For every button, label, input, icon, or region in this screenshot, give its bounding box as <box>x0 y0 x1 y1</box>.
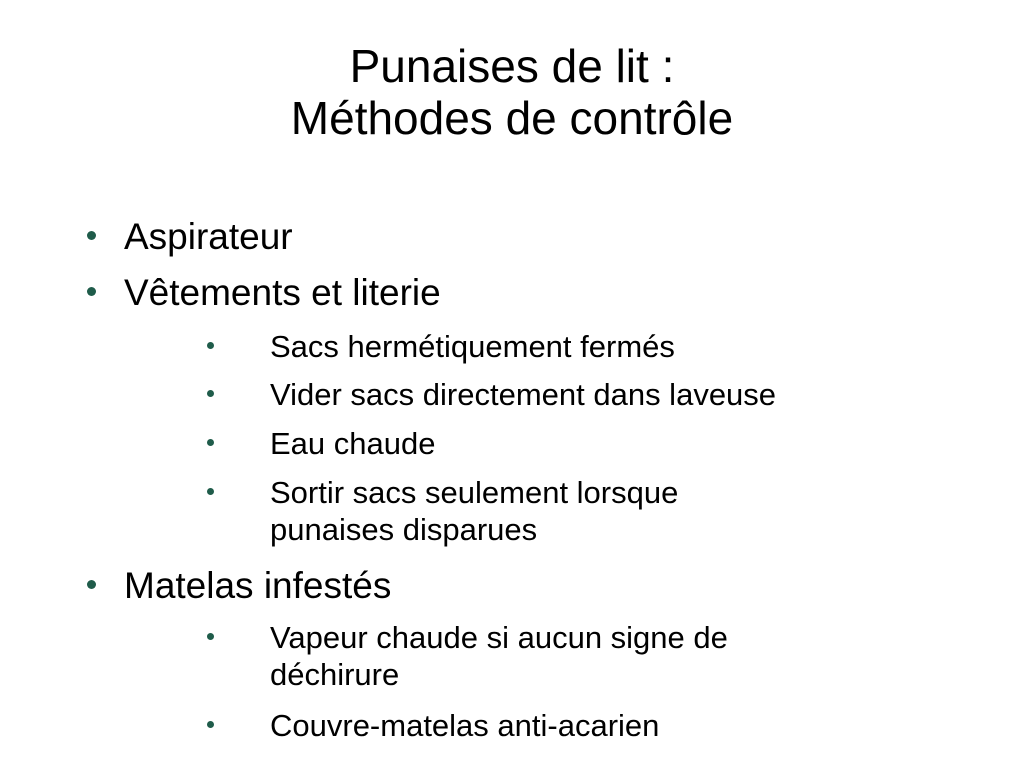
sub-bullet-couvre <box>270 707 659 744</box>
title-line-1: Punaises de lit : <box>349 40 675 92</box>
bullet-aspirateur-text: Aspirateur <box>124 216 293 257</box>
bullet-dot-icon <box>87 580 96 589</box>
sub-bullet-vapeur-line-1: Vapeur chaude si aucun signe de <box>270 620 728 655</box>
bullet-matelas <box>124 565 391 607</box>
sub-bullet-sortir-line-1: Sortir sacs seulement lorsque <box>270 475 679 510</box>
bullet-vetements <box>124 272 441 314</box>
sub-bullet-vider-text: Vider sacs directement dans laveuse <box>270 377 777 412</box>
bullet-dot-icon <box>87 287 96 296</box>
sub-bullet-dot-icon <box>207 633 214 640</box>
sub-bullet-dot-icon <box>207 488 214 495</box>
sub-bullet-dot-icon <box>207 342 214 349</box>
title-line-2: Méthodes de contrôle <box>290 92 734 144</box>
sub-bullet-dot-icon <box>207 390 214 397</box>
sub-bullet-dot-icon <box>207 439 214 446</box>
sub-bullet-sortir-line-2: punaises disparues <box>270 512 538 547</box>
sub-bullet-vapeur <box>270 619 728 693</box>
sub-bullet-sortir <box>270 474 678 548</box>
sub-bullet-eau-text: Eau chaude <box>270 426 436 461</box>
sub-bullet-sacs <box>270 328 675 365</box>
bullet-vetements-text: Vêtements et literie <box>124 272 441 313</box>
sub-bullet-dot-icon <box>207 721 214 728</box>
sub-bullet-vapeur-line-2: déchirure <box>270 657 400 692</box>
sub-bullet-eau <box>270 425 435 462</box>
sub-bullet-vider <box>270 376 776 413</box>
bullet-matelas-text: Matelas infestés <box>124 565 392 606</box>
bullet-dot-icon <box>87 231 96 240</box>
sub-bullet-sacs-text: Sacs hermétiquement fermés <box>270 329 675 364</box>
sub-bullet-couvre-text: Couvre-matelas anti-acarien <box>270 708 660 743</box>
bullet-aspirateur <box>124 216 293 258</box>
